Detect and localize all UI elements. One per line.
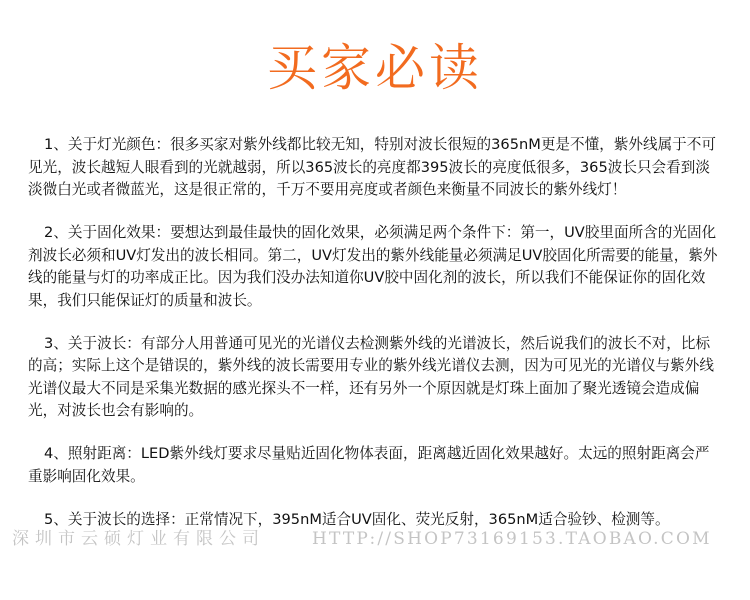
watermark-company: 深圳市云硕灯业有限公司 [12, 529, 265, 549]
notice-paragraph-light-color: 1、关于灯光颜色：很多买家对紫外线都比较无知，特别对波长很短的365nM更是不懂，紫外线属于不可见光，波长越短人眼看到的光就越弱，所以365波长的亮度都395波长的亮度低很多，365波长只会看到淡淡微白光或者微蓝光，这是很正常的，千万不要用亮度或者颜色来衡量不同波长的紫外线灯！ [28, 136, 716, 198]
page-title: 买家必读 [267, 39, 483, 97]
notice-paragraph-curing-effect: 2、关于固化效果：要想达到最佳最快的固化效果，必须满足两个条件下：第一，UV胶里面所含的光固化剂波长必须和UV灯发出的波长相同。第二，UV灯发出的紫外线能量必须满足UV胶固化所需要的能量，紫外线的能量与灯的功率成正比。因为我们没办法知道你UV胶中固化剂的波长，所以我们不能保证你的固化效果，我们只能保证灯的质量和波长。 [28, 224, 718, 309]
notice-paragraph-wavelength-choice: 5、关于波长的选择：正常情况下，395nM适合UV固化、荧光反射，365nM适合验钞、检测等。 [44, 510, 670, 528]
watermark-url: HTTP://SHOP73169153.TAOBAO.COM [312, 529, 712, 549]
shop-watermark [0, 526, 750, 552]
notice-content [28, 134, 724, 552]
notice-paragraph-wavelength: 3、关于波长：有部分人用普通可见光的光谱仪去检测紫外线的光谱波长，然后说我们的波长不对，比标的高；实际上这个是错误的，紫外线的波长需要用专业的紫外线光谱仪去测，因为可见光的光谱仪与紫外线光谱仪最大不同是采集光数据的感光探头不一样，还有另外一个原因就是灯珠上面加了聚光透镜会造成偏光，对波长也会有影响的。 [28, 334, 714, 419]
notice-paragraph-distance: 4、照射距离：LED紫外线灯要求尽量贴近固化物体表面，距离越近固化效果越好。太远的照射距离会严重影响固化效果。 [28, 445, 710, 485]
